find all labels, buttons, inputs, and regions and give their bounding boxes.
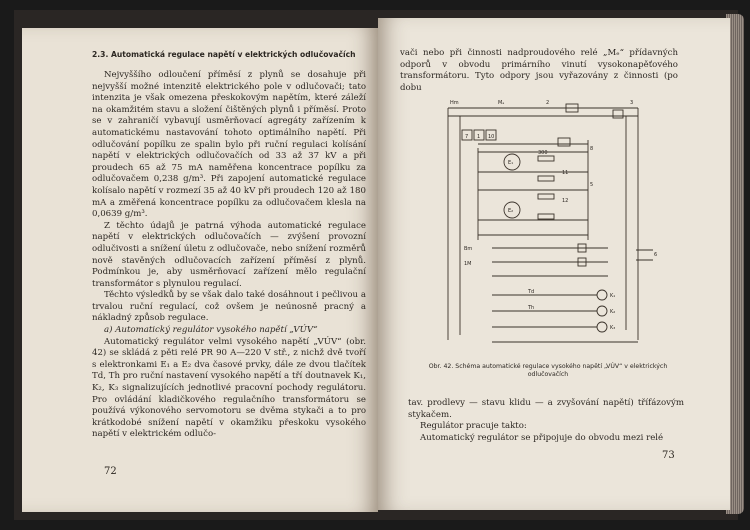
open-book — [14, 10, 738, 520]
diagram-label-td: Td — [528, 289, 535, 295]
section-heading: 2.3. Automatická regulace napětí v elektrických odlučovačích — [92, 50, 356, 59]
diagram-label-th: Th — [528, 305, 535, 311]
left-paragraph-1: Nejvyššího odloučení příměsí z plynů se dosahuje při nejvyšší možné intenzitě elektrického pole v odlučovači; tato intenzita je však omezena přeskokovým napětím, které záleží na okamžitém stavu a složení čištěných plynů i příměsí. Proto se v zahraničí vybavují usměrňovací agregáty zařízením k automatickému nastavování tohoto optimálního napětí. Při odlučování popílku ze spalin bylo při ruční regulaci kolísání napětí v elektrických odlučovačích od 33 až 37 kV a při proudech 65 až 75 mA naměřena koncentrace popílku za odlučovačem 0,238 g/m³. Při zapojení automatické regulace kolísalo napětí v rozmezí 35 až 40 kV při proudech 120 až 180 mA a změřená koncentrace popílku za odlučovačem klesla na 0,0639 g/m³. — [92, 70, 366, 220]
left-page-body — [92, 50, 366, 441]
diagram-label-1m: 1M — [464, 261, 472, 267]
diagram-label-e2: E₂ — [508, 208, 514, 214]
diagram-label-8: 8 — [590, 146, 594, 152]
diagram-label-2: 2 — [546, 100, 550, 106]
diagram-label-10: 10 — [488, 134, 495, 140]
diagram-label-300: 300 — [538, 150, 548, 156]
right-page-bottom-text — [408, 398, 684, 444]
diagram-label-bm: Bm — [464, 246, 473, 252]
right-paragraph-2: Regulátor pracuje takto: — [420, 421, 527, 432]
diagram-label-1: 1 — [477, 134, 481, 140]
diagram-label-k2: K₂ — [610, 309, 616, 315]
diagram-label-k3: K₃ — [610, 325, 616, 331]
right-page-top-text — [400, 48, 678, 94]
diagram-label-3: 3 — [630, 100, 634, 106]
left-page-number: 72 — [104, 466, 117, 477]
right-page — [378, 18, 730, 510]
left-paragraph-3: Těchto výsledků by se však dalo také dosáhnout i pečlivou a trvalou ruční regulací, což ovšem je neúnosně pracný a nákladný způsob regulace. — [92, 290, 366, 324]
left-paragraph-4: Automatický regulátor velmi vysokého napětí „VÚV“ (obr. 42) se skládá z pěti relé PR 90 A—220 V stř., z nichž dvě tvoří s elektronkami E₁ a E₂ dva časové prvky, dále ze dvou tlačítek Td, Th pro ruční nastavení vysokého napětí a tří doutnavek K₁, K₂, K₃ signalizujících jednotlivé pracovní pochody regulátoru. Pro ovládání kladičkového regulačního transformátoru se používá výkonového servomotoru se dvěma stykači a to pro krátkodobé snížení napětí v okamžiku přeskoku vysokého napětí v elektrickém odlučo- — [92, 336, 366, 440]
left-page — [22, 28, 378, 512]
diagram-label-e1: E₁ — [508, 160, 514, 166]
diagram-label-5: 5 — [590, 182, 594, 188]
diagram-label-12: 12 — [562, 198, 569, 204]
right-paragraph-3: Automatický regulátor se připojuje do obvodu mezi relé — [420, 432, 664, 443]
right-page-number: 73 — [662, 450, 675, 461]
subsection-heading: a) Automatický regulátor vysokého napětí „VÚV“ — [104, 325, 318, 336]
diagram-label-11: 11 — [562, 170, 569, 176]
figure-caption: Obr. 42. Schéma automatické regulace vysokého napětí „VÚV“ v elektrických odlučovačích — [428, 363, 668, 378]
right-paragraph-top: vači nebo při činnosti nadproudového relé „Mₑ“ přídavných odporů v obvodu primárního vinutí vysokonapěťového transformátoru. Tyto odpory jsou vyřazovány z činnosti (po dobu — [400, 48, 678, 93]
left-paragraph-2: Z těchto údajů je patrná výhoda automatické regulace napětí v elektrických odlučovačích — zvýšení provozní odlučivosti a snížení úletu z odlučovače, nebo snížení rozměrů nově stavěných odlučovacích zařízení příměsí z plynů. Podmínkou je, aby usměrňovací zařízení mělo regulační transformátor s plynulou regulací. — [92, 220, 366, 289]
diagram-label-ma: Mₐ — [498, 100, 505, 106]
diagram-label-k1: K₁ — [610, 293, 616, 299]
diagram-label-hm: Hm — [450, 100, 459, 106]
diagram-label-7: 7 — [465, 134, 469, 140]
diagram-label-6: 6 — [654, 252, 658, 258]
right-paragraph-1: tav. prodlevy — stavu klidu — a zvyšování napětí) třífázovým stykačem. — [408, 398, 684, 420]
circuit-diagram — [438, 90, 668, 350]
